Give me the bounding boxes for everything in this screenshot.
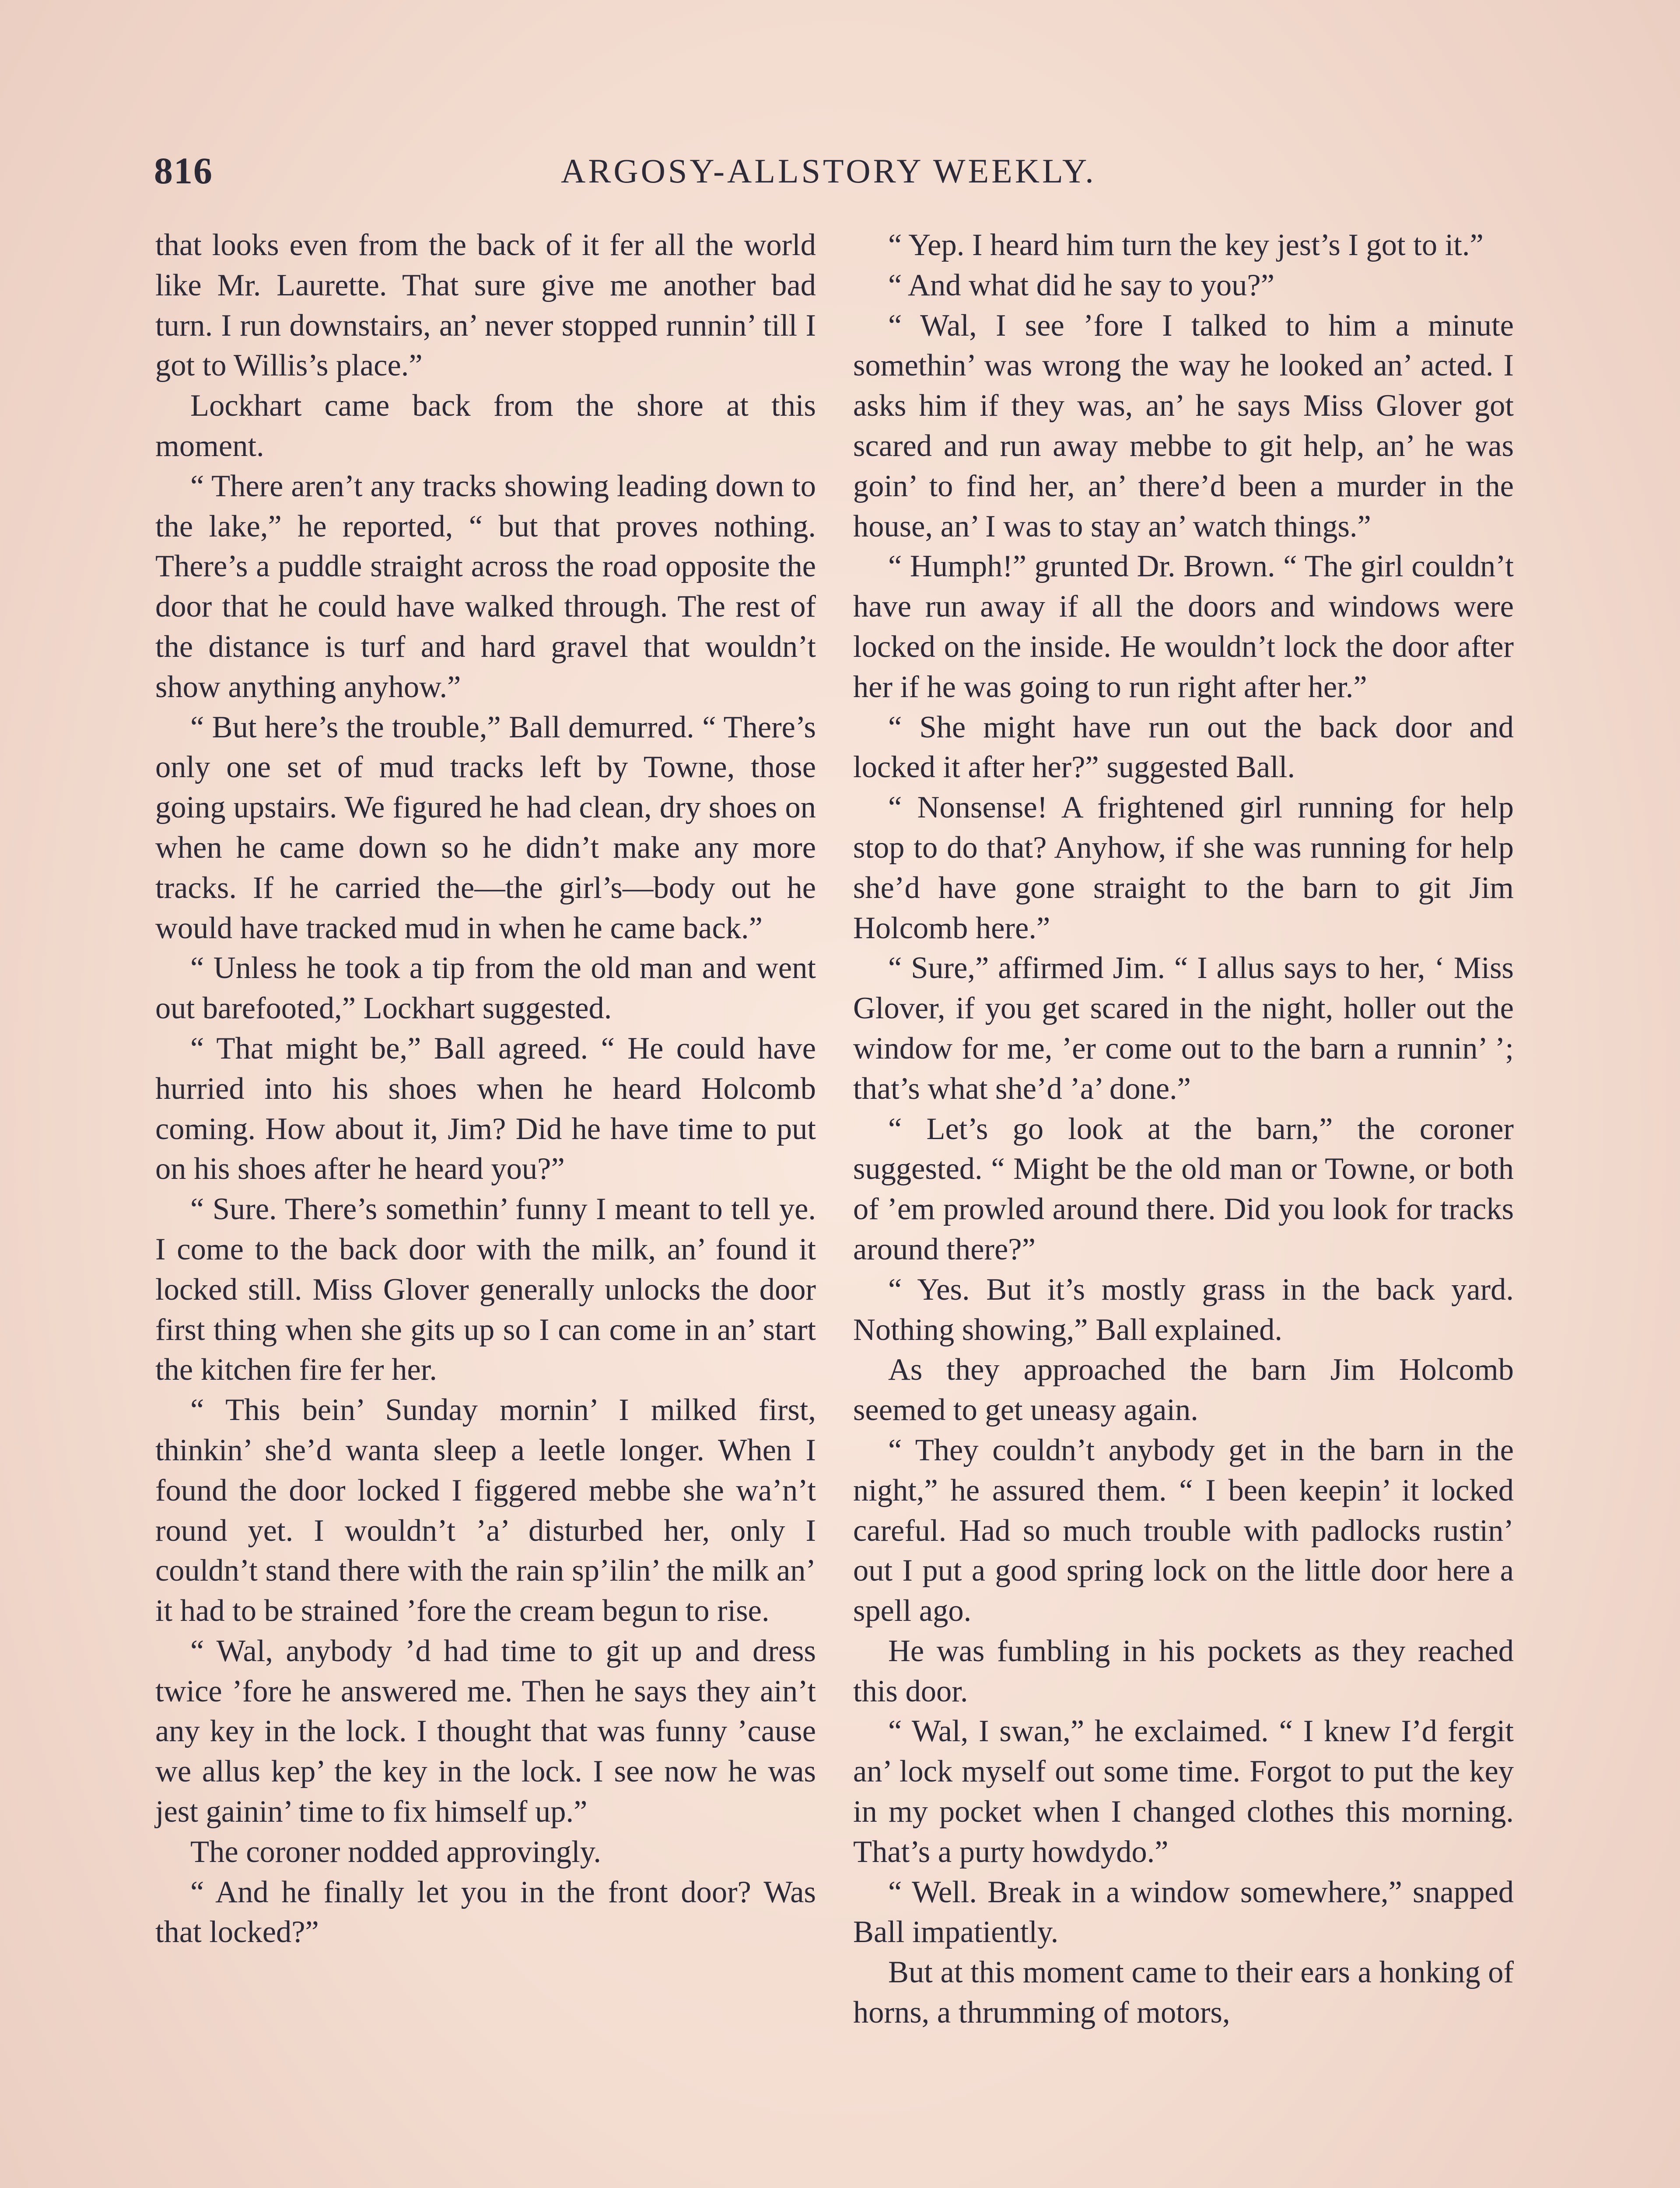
paragraph: “ But here’s the trouble,” Ball demurred. “ There’s only one set of mud tracks left by Towne, those going upstairs. We figured he had clean, dry shoes on when he came down so he didn’t make any more tracks. If he carried the—the girl’s—body out he would have tracked mud in when he came back.” <box>155 710 816 945</box>
paragraph: “ Wal, anybody ’d had time to git up and dress twice ’fore he answered me. Then he says they ain’t any key in the lock. I thought that was funny ’cause we allus kep’ the key in the lock. I see now he was jest gainin’ time to fix himself up.” <box>155 1634 816 1829</box>
paragraph: “ Wal, I see ’fore I talked to him a minute somethin’ was wrong the way he looked an’ acted. I asks him if they was, an’ he says Miss Glover got scared and run away mebbe to git help, an’ he was goin’ to find her, an’ there’d been a murder in the house, an’ I was to stay an’ watch things.” <box>853 308 1514 543</box>
page-header <box>154 149 1519 197</box>
left-column <box>155 225 816 1953</box>
page-number: 816 <box>154 150 213 192</box>
paragraph: But at this moment came to their ears a honking of horns, a thrumming of motors, <box>853 1955 1514 2030</box>
paragraph: “ And what did he say to you?” <box>888 268 1275 302</box>
paragraph: “ This bein’ Sunday mornin’ I milked first, thinkin’ she’d wanta sleep a leetle longer. When I found the door locked I figgered mebbe she wa’n’t round yet. I wouldn’t ’a’ disturbed her, only I couldn’t stand there with the rain sp’ilin’ the milk an’ it had to be strained ’fore the cream begun to rise. <box>155 1393 816 1628</box>
paragraph: “ Yep. I heard him turn the key jest’s I got to it.” <box>888 228 1484 262</box>
paragraph: “ Unless he took a tip from the old man and went out barefooted,” Lockhart suggested. <box>155 951 816 1026</box>
paragraph: He was fumbling in his pockets as they reached this door. <box>853 1634 1514 1708</box>
paragraph: “ That might be,” Ball agreed. “ He could have hurried into his shoes when he heard Holcomb coming. How about it, Jim? Did he have time to put on his shoes after he heard you?” <box>155 1031 816 1186</box>
paragraph: “ She might have run out the back door and locked it after her?” suggested Ball. <box>853 710 1514 785</box>
paragraph: “ Nonsense! A frightened girl running for help stop to do that? Anyhow, if she was running for help she’d have gone straight to the barn to git Jim Holcomb here.” <box>853 790 1514 945</box>
paragraph: “ There aren’t any tracks showing leading down to the lake,” he reported, “ but that proves nothing. There’s a puddle straight across the road opposite the door that he could have walked through. The rest of the distance is turf and hard gravel that wouldn’t show anything anyhow.” <box>155 469 816 704</box>
paragraph: “ Let’s go look at the barn,” the coroner suggested. “ Might be the old man or Towne, or both of ’em prowled around there. Did you look for tracks around there?” <box>853 1112 1514 1266</box>
paragraph: “ Humph!” grunted Dr. Brown. “ The girl couldn’t have run away if all the doors and windows were locked on the inside. He wouldn’t lock the door after her if he was going to run right after her.” <box>853 549 1514 704</box>
paragraph: “ Sure. There’s somethin’ funny I meant to tell ye. I come to the back door with the milk, an’ found it locked still. Miss Glover generally unlocks the door first thing when she gits up so I can come in an’ start the kitchen fire fer her. <box>155 1192 816 1387</box>
paragraph: “ Yes. But it’s mostly grass in the back yard. Nothing showing,” Ball explained. <box>853 1272 1514 1347</box>
paragraph: “ Sure,” affirmed Jim. “ I allus says to her, ‘ Miss Glover, if you get scared in the night, holler out the window for me, ’er come out to the barn a runnin’ ’; that’s what she’d ’a’ done.” <box>853 951 1514 1106</box>
paragraph: “ Well. Break in a window somewhere,” snapped Ball impatiently. <box>853 1875 1514 1950</box>
paragraph: “ Wal, I swan,” he exclaimed. “ I knew I’d fergit an’ lock myself out some time. Forgot to put the key in my pocket when I changed clothes this morning. That’s a purty howdydo.” <box>853 1714 1514 1869</box>
paragraph: As they approached the barn Jim Holcomb seemed to get uneasy again. <box>853 1353 1514 1427</box>
paragraph: The coroner nodded approvingly. <box>190 1834 602 1869</box>
paragraph: “ They couldn’t anybody get in the barn in the night,” he assured them. “ I been keepin’ it locked careful. Had so much trouble with padlocks rustin’ out I put a good spring lock on the little door here a spell ago. <box>853 1433 1514 1628</box>
right-column <box>853 225 1514 2033</box>
running-head: ARGOSY-ALLSTORY WEEKLY. <box>561 152 1096 190</box>
paragraph: that looks even from the back of it fer all the world like Mr. Laurette. That sure give me another bad turn. I run downstairs, an’ never stopped runnin’ till I got to Willis’s place.” <box>155 228 816 383</box>
paragraph: “ And he finally let you in the front door? Was that locked?” <box>155 1875 816 1950</box>
paragraph: Lockhart came back from the shore at this moment. <box>155 389 816 463</box>
